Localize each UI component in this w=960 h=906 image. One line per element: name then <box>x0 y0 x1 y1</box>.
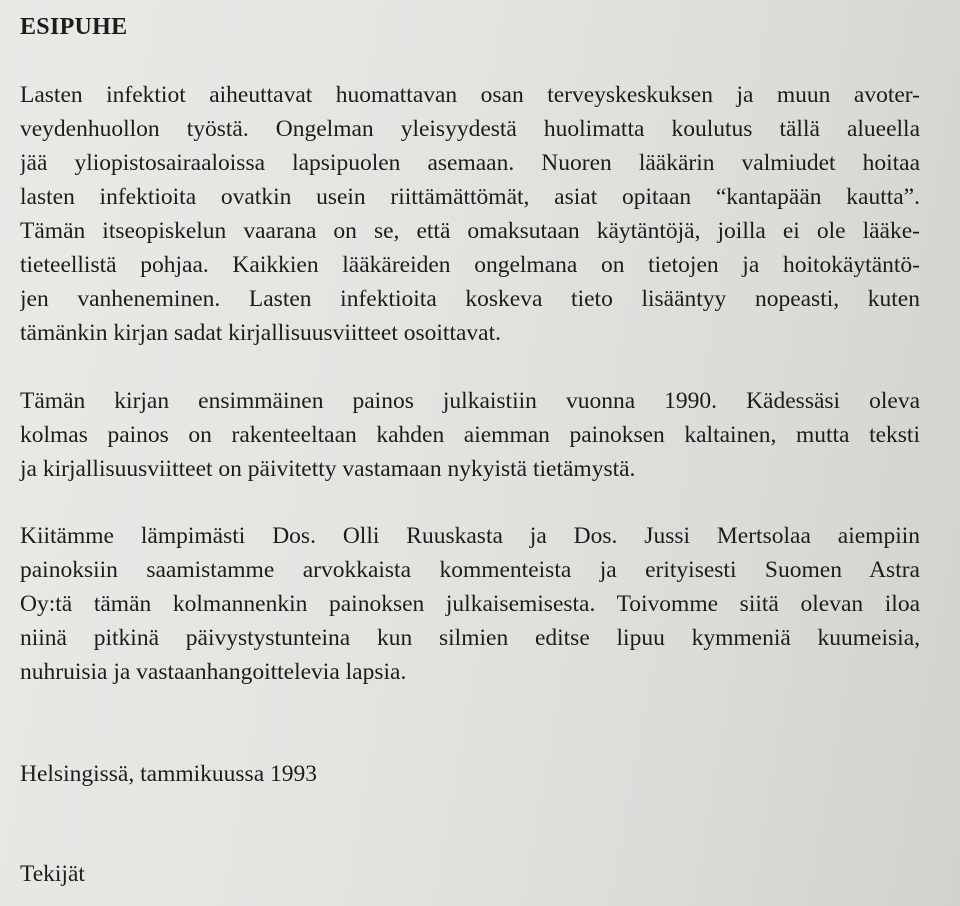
place-and-date: Helsingissä, tammikuussa 1993 <box>20 761 317 787</box>
text-line: Kiitämme lämpimästi Dos. Olli Ruuskasta ja Dos. Jussi Mertsolaa aiempiin <box>20 523 920 549</box>
text-line: niinä pitkinä päivystystunteina kun silmien editse lipuu kymmeniä kuumeisia, <box>20 625 920 651</box>
text-line: jen vanheneminen. Lasten infektioita koskeva tieto lisääntyy nopeasti, kuten <box>20 286 920 312</box>
preface-paragraph-3 <box>20 519 920 689</box>
text-line: painoksiin saamistamme arvokkaista kommenteista ja erityisesti Suomen Astra <box>20 557 920 583</box>
text-line: veydenhuollon työstä. Ongelman yleisyydestä huolimatta koulutus tällä alueella <box>20 116 920 142</box>
text-line: kolmas painos on rakenteeltaan kahden aiemman painoksen kaltainen, mutta teksti <box>20 422 920 448</box>
preface-paragraph-1 <box>20 78 920 350</box>
text-line: tämänkin kirjan sadat kirjallisuusviitteet osoittavat. <box>20 320 501 346</box>
page-title: ESIPUHE <box>20 14 128 40</box>
text-line: ja kirjallisuusviitteet on päivitetty vastamaan nykyistä tietämystä. <box>20 456 636 482</box>
text-line: Oy:tä tämän kolmannenkin painoksen julkaisemisesta. Toivomme siitä olevan iloa <box>20 591 920 617</box>
text-line: Tämän kirjan ensimmäinen painos julkaistiin vuonna 1990. Kädessäsi oleva <box>20 388 920 414</box>
text-line: tieteellistä pohjaa. Kaikkien lääkäreiden ongelmana on tietojen ja hoitokäytäntö- <box>20 252 920 278</box>
text-line: Tämän itseopiskelun vaarana on se, että omaksutaan käytäntöjä, joilla ei ole lääke- <box>20 218 920 244</box>
text-line: jää yliopistosairaaloissa lapsipuolen asemaan. Nuoren lääkärin valmiudet hoitaa <box>20 150 920 176</box>
signature: Tekijät <box>20 861 85 887</box>
text-line: Lasten infektiot aiheuttavat huomattavan osan terveyskeskuksen ja muun avoter- <box>20 82 920 108</box>
text-line: nuhruisia ja vastaanhangoittelevia lapsia. <box>20 659 407 685</box>
preface-paragraph-2 <box>20 384 920 486</box>
text-line: lasten infektioita ovatkin usein riittämättömät, asiat opitaan “kantapään kautta”. <box>20 184 920 210</box>
